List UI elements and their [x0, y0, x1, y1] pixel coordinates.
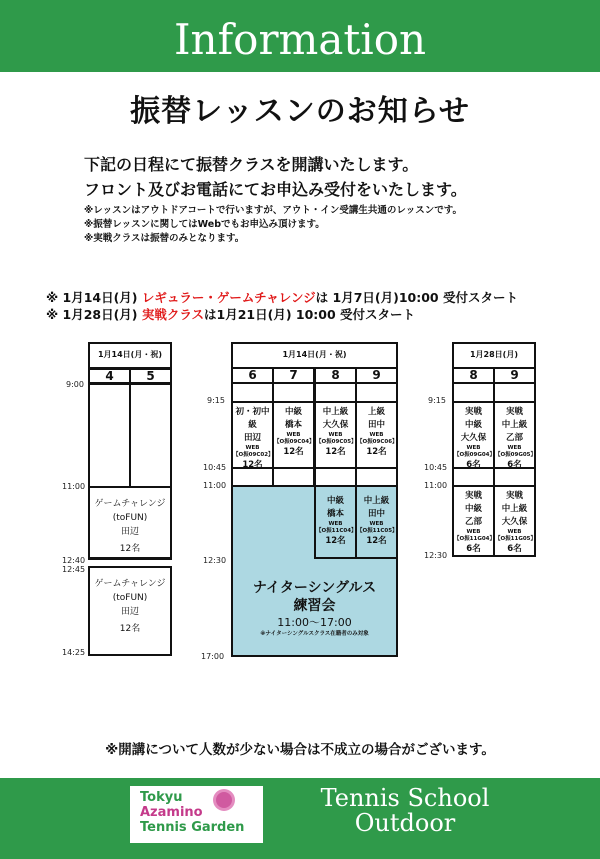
class-name: ゲームチャレンジ [94, 499, 166, 509]
date-header: 1月28日(月) [452, 342, 536, 369]
class-cell[interactable] [355, 401, 398, 469]
notice-2 [46, 305, 415, 323]
notice-highlight: レギュラー・ゲームチャレンジ [141, 290, 316, 305]
empty-slot [493, 467, 536, 487]
logo-text: Azamino [140, 805, 203, 820]
web-label: WEB [507, 445, 522, 451]
coach: 田辺 [120, 607, 139, 617]
web-label: WEB [466, 445, 481, 451]
class-code: 【O振11C04】 [316, 528, 357, 534]
class-type: 実戦 [464, 491, 482, 501]
empty-slot [314, 382, 357, 403]
notice-start: は 1月7日(月)10:00 受付スタート [315, 290, 518, 305]
date-header: 1月14日(月・祝) [231, 342, 398, 369]
court-header: 6 [231, 367, 274, 384]
time-label: 10:45 [424, 463, 448, 472]
class-type: 実戦 [464, 407, 482, 417]
coach: 田中 [367, 509, 385, 519]
capacity: 12名 [325, 447, 346, 457]
class-level: 中級 [326, 496, 344, 506]
web-label: WEB [328, 432, 343, 438]
time-label: 12:30 [424, 551, 448, 560]
court-header: 8 [452, 367, 495, 384]
empty-slot [314, 467, 357, 487]
lead-line-2: フロント及びお電話にてお申込み受付をいたします。 [84, 180, 467, 199]
capacity: 12名 [283, 447, 304, 457]
class-type: 実戦 [505, 491, 523, 501]
class-level: 中級 [464, 504, 482, 514]
capacity: 12名 [119, 624, 141, 634]
class-sub: (toFUN) [112, 593, 148, 603]
empty-slot [355, 467, 398, 487]
web-label: WEB [369, 521, 384, 527]
web-label: WEB [245, 445, 260, 451]
logo[interactable] [130, 786, 263, 843]
event-time: 11:00～17:00 [277, 616, 352, 629]
court-header: 4 [88, 368, 131, 384]
school-name [290, 786, 520, 836]
school-line: Tennis School [320, 784, 490, 812]
class-code: 【O振09C05】 [316, 439, 357, 445]
class-block[interactable] [88, 486, 172, 560]
capacity: 6名 [507, 460, 522, 470]
empty-slot [88, 383, 131, 488]
class-code: 【O振11G04】 [454, 536, 495, 542]
class-code: 【O振11G05】 [495, 536, 536, 542]
capacity: 12名 [242, 460, 263, 470]
class-level: 上級 [367, 407, 385, 417]
class-cell[interactable] [452, 401, 495, 469]
empty-slot [452, 382, 495, 403]
page-title: 振替レッスンのお知らせ [130, 94, 470, 129]
coach: 田中 [367, 420, 385, 430]
coach: 乙部 [464, 517, 482, 527]
empty-slot [231, 382, 274, 403]
note-2: ※振替レッスンに関してはWebでもお申込み頂けます。 [84, 219, 325, 230]
time-label: 12:45 [62, 565, 86, 574]
coach: 田辺 [120, 527, 139, 537]
class-level: 中級 [284, 407, 302, 417]
capacity: 12名 [119, 544, 141, 554]
time-label: 11:00 [203, 481, 227, 490]
time-label: 10:45 [203, 463, 227, 472]
time-label: 14:25 [62, 648, 86, 657]
capacity: 6名 [466, 460, 481, 470]
empty-slot [452, 467, 495, 487]
coach: 乙部 [505, 433, 523, 443]
note-1: ※レッスンはアウトドアコートで行いますが、アウト・イン受講生共通のレッスンです。 [84, 205, 463, 216]
class-type: 実戦 [505, 407, 523, 417]
class-code: 【O振11C05】 [357, 528, 398, 534]
class-code: 【O振09C06】 [357, 439, 398, 445]
class-cell[interactable] [452, 485, 495, 557]
logo-text: Tokyu [140, 790, 183, 805]
class-name: ゲームチャレンジ [94, 579, 166, 589]
court-header: 8 [314, 367, 357, 384]
class-level: 中上級 [322, 407, 349, 417]
empty-slot [129, 383, 172, 488]
coach: 大久保 [322, 420, 349, 430]
class-code: 【O振09G04】 [454, 452, 495, 458]
notice-date: ※ 1月28日(月) [46, 307, 142, 322]
court-header: 9 [493, 367, 536, 384]
class-sub: (toFUN) [112, 513, 148, 523]
time-label: 9:15 [207, 396, 225, 405]
capacity: 6名 [507, 544, 522, 554]
header-banner: Information [0, 0, 600, 72]
web-label: WEB [369, 432, 384, 438]
web-label: WEB [286, 432, 301, 438]
web-label: WEB [466, 529, 481, 535]
class-level: 中級 [464, 420, 482, 430]
class-cell[interactable] [314, 485, 357, 559]
school-line: Outdoor [354, 809, 456, 837]
coach: 橋本 [284, 420, 302, 430]
time-label: 12:40 [62, 556, 86, 565]
empty-slot [493, 382, 536, 403]
class-cell[interactable] [231, 401, 274, 469]
court-header: 7 [272, 367, 315, 384]
time-label: 9:00 [66, 380, 84, 389]
class-code: 【O振09G05】 [495, 452, 536, 458]
court-header: 5 [129, 368, 172, 384]
flower-icon [216, 792, 232, 808]
time-label: 17:00 [201, 652, 225, 661]
court-header: 9 [355, 367, 398, 384]
event-name: ナイターシングルス [252, 580, 377, 596]
empty-slot [272, 382, 315, 403]
class-level: 初・初中級 [235, 407, 270, 430]
class-cell[interactable] [493, 401, 536, 469]
class-level: 中上級 [363, 496, 390, 506]
class-level: 中上級 [501, 420, 528, 430]
class-level: 中上級 [501, 504, 528, 514]
capacity: 6名 [466, 544, 481, 554]
capacity: 12名 [366, 536, 387, 546]
event-note: ※ナイターシングルスクラス在籍者のみ対象 [260, 631, 369, 637]
class-cell[interactable] [314, 401, 357, 469]
coach: 橋本 [326, 509, 344, 519]
coach: 田辺 [243, 433, 261, 443]
notice-date: ※ 1月14日(月) [46, 290, 142, 305]
time-label: 12:30 [203, 556, 227, 565]
notice-start: は1月21日(月) 10:00 受付スタート [204, 307, 416, 322]
time-label: 11:00 [424, 481, 448, 490]
coach: 大久保 [501, 517, 528, 527]
empty-slot [355, 382, 398, 403]
date-header: 1月14日(月・祝) [88, 342, 172, 369]
footer-note: ※開講について人数が少ない場合は不成立の場合がございます。 [105, 742, 495, 758]
class-cell[interactable] [355, 485, 398, 559]
web-label: WEB [507, 529, 522, 535]
class-code: 【O振09C04】 [274, 439, 315, 445]
notice-highlight: 実戦クラス [141, 307, 205, 322]
logo-text: Tennis Garden [140, 820, 245, 835]
class-code: 【O振09C02】 [233, 452, 274, 458]
capacity: 12名 [366, 447, 387, 457]
time-label: 11:00 [62, 482, 86, 491]
lead-line-1: 下記の日程にて振替クラスを開講いたします。 [84, 155, 419, 174]
capacity: 12名 [325, 536, 346, 546]
time-label: 9:15 [428, 396, 446, 405]
empty-slot [231, 467, 274, 487]
event-name-2: 練習会 [293, 598, 336, 614]
class-block[interactable] [88, 566, 172, 656]
note-3: ※実戦クラスは振替のみとなります。 [84, 233, 245, 244]
notice-1 [46, 288, 518, 306]
web-label: WEB [328, 521, 343, 527]
coach: 大久保 [460, 433, 487, 443]
empty-slot [272, 467, 315, 487]
class-cell[interactable] [272, 401, 315, 469]
class-cell[interactable] [493, 485, 536, 557]
